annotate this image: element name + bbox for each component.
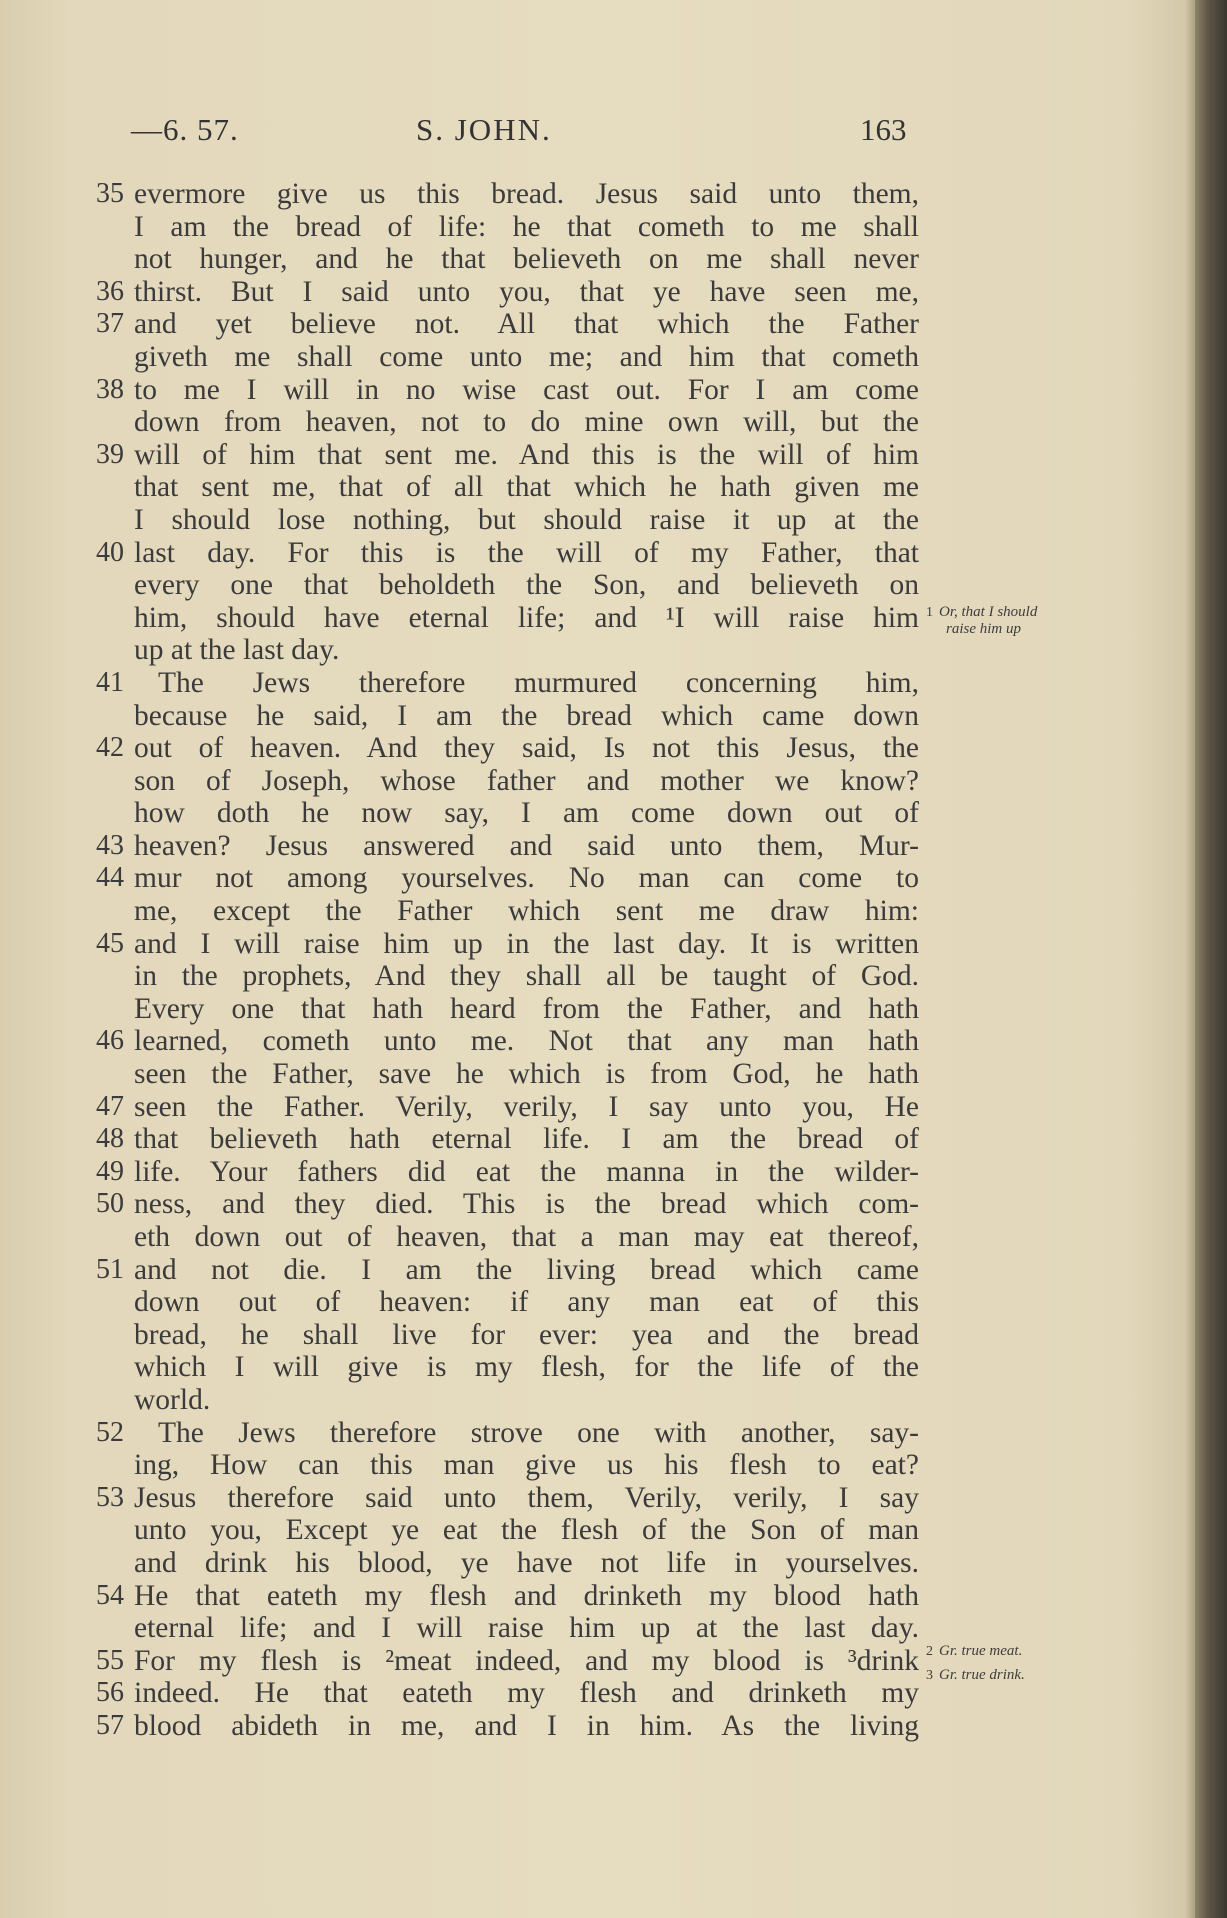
verse-number: 41 <box>96 666 124 698</box>
text-line <box>96 895 921 928</box>
text-line <box>96 341 921 374</box>
line-text: He that eateth my flesh and drinketh my blood hath <box>134 1579 919 1612</box>
text-line <box>96 1710 921 1743</box>
verse-number: 54 <box>96 1579 124 1611</box>
text-line <box>96 1580 921 1613</box>
marginal-note-1 <box>926 604 1037 638</box>
text-line <box>96 1254 921 1287</box>
text-line <box>96 993 921 1026</box>
verse-number: 56 <box>96 1677 124 1709</box>
line-text: which I will give is my flesh, for the life of the <box>134 1351 919 1384</box>
verse-number: 46 <box>96 1025 124 1057</box>
verse-number: 42 <box>96 732 124 764</box>
line-text: me, except the Father which sent me draw him: <box>134 895 919 928</box>
line-text: The Jews therefore murmured concerning him, <box>158 666 919 699</box>
line-text: seen the Father. Verily, verily, I say unto you, He <box>134 1090 919 1123</box>
text-line <box>96 569 921 602</box>
line-text: down from heaven, not to do mine own will, but the <box>134 406 919 439</box>
note-text: raise him up <box>946 621 1021 637</box>
text-line <box>96 602 921 635</box>
text-line <box>96 1417 921 1450</box>
verse-number: 47 <box>96 1090 124 1122</box>
line-text: giveth me shall come unto me; and him that cometh <box>134 340 919 373</box>
text-line <box>96 1645 921 1678</box>
text-line <box>96 1482 921 1515</box>
note-text: Gr. true meat. <box>939 1643 1023 1659</box>
text-line <box>96 1123 921 1156</box>
line-text: Jesus therefore said unto them, Verily, verily, I say <box>134 1481 919 1514</box>
scripture-text <box>96 178 921 1743</box>
text-line <box>96 700 921 733</box>
line-text: mur not among yourselves. No man can come to <box>134 862 919 895</box>
text-line <box>96 374 921 407</box>
header-book-title: S. JOHN. <box>416 112 552 147</box>
verse-number: 55 <box>96 1644 124 1676</box>
line-text: down out of heaven: if any man eat of this <box>134 1286 919 1319</box>
text-line <box>96 634 921 667</box>
line-text: and I will raise him up in the last day. It is written <box>134 927 919 960</box>
text-line <box>96 471 921 504</box>
text-line <box>96 406 921 439</box>
line-text: thirst. But I said unto you, that ye have seen me, <box>134 275 919 308</box>
line-text: heaven? Jesus answered and said unto them, Mur- <box>134 829 919 862</box>
verse-number: 45 <box>96 927 124 959</box>
verse-number: 48 <box>96 1123 124 1155</box>
marginal-note-2 <box>926 1643 1022 1660</box>
line-text: not hunger, and he that believeth on me shall never <box>134 243 919 276</box>
line-text: unto you, Except ye eat the flesh of the Son of man <box>134 1514 919 1547</box>
verse-number: 37 <box>96 308 124 340</box>
line-text: how doth he now say, I am come down out of <box>134 797 919 830</box>
note-number: 2 <box>926 1644 933 1659</box>
line-text: evermore give us this bread. Jesus said unto them, <box>134 178 919 210</box>
text-line <box>96 732 921 765</box>
text-line <box>96 1612 921 1645</box>
note-number: 1 <box>926 605 933 620</box>
text-line <box>96 439 921 472</box>
verse-number: 36 <box>96 275 124 307</box>
line-text: eternal life; and I will raise him up at the last day. <box>134 1612 919 1645</box>
text-line <box>96 1514 921 1547</box>
text-line <box>96 960 921 993</box>
text-line <box>96 1319 921 1352</box>
note-number: 3 <box>926 1668 933 1683</box>
verse-number: 51 <box>96 1253 124 1285</box>
text-line <box>96 178 921 211</box>
text-line <box>96 765 921 798</box>
line-text: eth down out of heaven, that a man may eat thereof, <box>134 1221 919 1253</box>
verse-number: 43 <box>96 829 124 861</box>
verse-number: 35 <box>96 178 124 209</box>
text-line <box>96 537 921 570</box>
line-text: blood abideth in me, and I in him. As the living <box>134 1709 919 1742</box>
verse-number: 53 <box>96 1481 124 1513</box>
line-text: that believeth hath eternal life. I am the bread of <box>134 1123 919 1156</box>
line-text: bread, he shall live for ever: yea and the bread <box>134 1318 919 1351</box>
line-text: up at the last day. <box>134 634 340 667</box>
marginal-note-3 <box>926 1667 1025 1684</box>
line-text: seen the Father, save he which is from God, he hath <box>134 1058 919 1091</box>
text-line <box>96 1449 921 1482</box>
line-text: in the prophets, And they shall all be taught of God. <box>134 960 919 993</box>
text-line <box>96 1058 921 1091</box>
line-text: world. <box>134 1383 211 1416</box>
text-line <box>96 1286 921 1319</box>
header-chapter-range: —6. 57. <box>131 112 239 147</box>
text-line <box>96 504 921 537</box>
line-text: every one that beholdeth the Son, and believeth on <box>134 569 919 602</box>
page-number: 163 <box>860 112 907 147</box>
text-line <box>96 1156 921 1189</box>
line-text: will of him that sent me. And this is the will of him <box>134 438 919 471</box>
verse-number: 44 <box>96 862 124 894</box>
line-text: Every one that hath heard from the Father, and hath <box>134 992 919 1025</box>
text-line <box>96 830 921 863</box>
verse-number: 40 <box>96 536 124 568</box>
line-text: to me I will in no wise cast out. For I am come <box>134 373 919 406</box>
line-text: and not die. I am the living bread which came <box>134 1253 919 1286</box>
line-text: For my flesh is ²meat indeed, and my blood is ³drink <box>134 1644 919 1677</box>
line-text: and yet believe not. All that which the Father <box>134 308 919 341</box>
verse-number: 49 <box>96 1155 124 1187</box>
text-line <box>96 1351 921 1384</box>
line-text: The Jews therefore strove one with another, say- <box>158 1416 919 1449</box>
text-line <box>96 862 921 895</box>
text-line <box>96 1677 921 1710</box>
text-line <box>96 243 921 276</box>
line-text: that sent me, that of all that which he hath given me <box>134 471 919 504</box>
line-text: last day. For this is the will of my Father, that <box>134 536 919 569</box>
verse-number: 38 <box>96 373 124 405</box>
text-line <box>96 1221 921 1254</box>
line-text: out of heaven. And they said, Is not this Jesus, the <box>134 732 919 765</box>
line-text: because he said, I am the bread which came down <box>134 699 919 732</box>
text-line <box>96 928 921 961</box>
text-line <box>96 308 921 341</box>
line-text: ness, and they died. This is the bread which com- <box>134 1188 919 1221</box>
text-line <box>96 211 921 244</box>
line-text: son of Joseph, whose father and mother we know? <box>134 764 919 797</box>
page-shadow <box>1185 0 1195 1918</box>
verse-number: 52 <box>96 1416 124 1448</box>
line-text: indeed. He that eateth my flesh and drinketh my <box>134 1677 919 1710</box>
text-line <box>96 1188 921 1221</box>
line-text: life. Your fathers did eat the manna in the wilder- <box>134 1155 919 1188</box>
note-text: Gr. true drink. <box>939 1667 1025 1683</box>
text-line <box>96 1384 921 1417</box>
verse-number: 50 <box>96 1188 124 1220</box>
text-line <box>96 667 921 700</box>
line-text: learned, cometh unto me. Not that any man hath <box>134 1025 919 1058</box>
verse-number: 39 <box>96 438 124 470</box>
running-header <box>0 112 1227 162</box>
note-text: Or, that I should <box>939 604 1038 620</box>
line-text: ing, How can this man give us his flesh to eat? <box>134 1449 919 1482</box>
line-text: I am the bread of life: he that cometh to me shall <box>134 210 919 243</box>
line-text: I should lose nothing, but should raise it up at the <box>134 503 919 536</box>
text-line <box>96 797 921 830</box>
text-line <box>96 1091 921 1124</box>
line-text: him, should have eternal life; and ¹I will raise him <box>134 601 919 634</box>
verse-number: 57 <box>96 1709 124 1741</box>
text-line <box>96 1025 921 1058</box>
book-binding <box>1195 0 1227 1918</box>
text-line <box>96 276 921 309</box>
text-line <box>96 1547 921 1580</box>
line-text: and drink his blood, ye have not life in yourselves. <box>134 1546 919 1579</box>
